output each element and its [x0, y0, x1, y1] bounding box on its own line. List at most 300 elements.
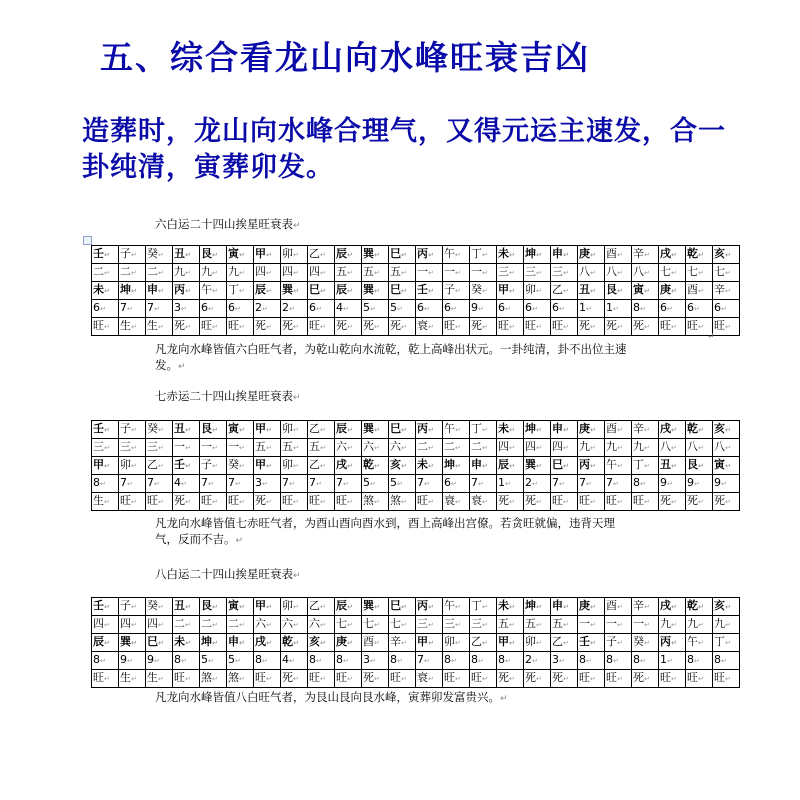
table-cell: 7↵ [119, 300, 146, 318]
cell-end-mark: ↵ [451, 480, 457, 488]
cell-end-mark: ↵ [617, 621, 623, 629]
table-cell: 生↵ [119, 670, 146, 688]
cell-end-mark: ↵ [374, 269, 380, 277]
table-cell: 一↵ [578, 616, 605, 634]
table-cell: 2↵ [524, 652, 551, 670]
table-cell: 旺↵ [713, 318, 740, 336]
cell-end-mark: ↵ [455, 639, 461, 647]
table-cell: 死↵ [497, 493, 524, 511]
table-cell: 死↵ [497, 670, 524, 688]
cell-end-mark: ↵ [239, 323, 245, 331]
table-row [92, 439, 740, 457]
cell-end-mark: ↵ [131, 287, 137, 295]
table-cell: 6↵ [308, 300, 335, 318]
cell-end-mark: ↵ [212, 639, 218, 647]
cell-end-mark: ↵ [239, 269, 245, 277]
table-cell: 丑↵ [173, 246, 200, 264]
cell-end-mark: ↵ [374, 675, 380, 683]
cell-end-mark: ↵ [347, 426, 353, 434]
table-cell: 煞↵ [200, 670, 227, 688]
cell-end-mark: ↵ [644, 323, 650, 331]
table-cell: 五↵ [551, 616, 578, 634]
table-cell: 旺↵ [578, 670, 605, 688]
cell-end-mark: ↵ [482, 462, 488, 470]
cell-end-mark: ↵ [104, 287, 110, 295]
cell-end-mark: ↵ [266, 287, 272, 295]
cell-end-mark: ↵ [428, 444, 434, 452]
table-cell: 7↵ [470, 475, 497, 493]
cell-end-mark: ↵ [532, 480, 538, 488]
cell-end-mark: ↵ [478, 305, 484, 313]
cell-end-mark: ↵ [725, 426, 731, 434]
cell-end-mark: ↵ [667, 480, 673, 488]
table-cell: 死↵ [524, 670, 551, 688]
cell-end-mark: ↵ [347, 287, 353, 295]
table-cell: 四↵ [92, 616, 119, 634]
cell-end-mark: ↵ [536, 426, 542, 434]
cell-end-mark: ↵ [374, 251, 380, 259]
table-cell: 旺↵ [92, 670, 119, 688]
table-cell: 生↵ [119, 318, 146, 336]
cell-end-mark: ↵ [698, 426, 704, 434]
table-cell: 8↵ [632, 300, 659, 318]
cell-end-mark: ↵ [428, 287, 434, 295]
table-cell: 卯↵ [524, 282, 551, 300]
table-cell: 丙↵ [578, 457, 605, 475]
table-cell: 甲↵ [497, 282, 524, 300]
table-cell: 旺↵ [227, 318, 254, 336]
cell-end-mark: ↵ [482, 269, 488, 277]
cell-end-mark: ↵ [671, 287, 677, 295]
cell-end-mark: ↵ [482, 675, 488, 683]
cell-end-mark: ↵ [725, 287, 731, 295]
table-cell: 旺↵ [254, 670, 281, 688]
table-cell: 6↵ [416, 300, 443, 318]
table-cell: 四↵ [551, 439, 578, 457]
table-cell: 子↵ [119, 421, 146, 439]
cell-end-mark: ↵ [698, 444, 704, 452]
table-cell: 戌↵ [659, 246, 686, 264]
table-cell: 六↵ [281, 616, 308, 634]
table-cell: 一↵ [605, 616, 632, 634]
table-cell: 死↵ [281, 318, 308, 336]
table-cell: 巳↵ [389, 282, 416, 300]
cell-end-mark: ↵ [644, 269, 650, 277]
cell-end-mark: ↵ [671, 675, 677, 683]
table-cell: 死↵ [362, 670, 389, 688]
cell-end-mark: ↵ [131, 603, 137, 611]
table-cell: 六↵ [308, 616, 335, 634]
table-cell: 壬↵ [92, 598, 119, 616]
table-cell: 二↵ [92, 264, 119, 282]
cell-end-mark: ↵ [536, 444, 542, 452]
cell-end-mark: ↵ [239, 251, 245, 259]
cell-end-mark: ↵ [293, 287, 299, 295]
table-row [92, 421, 740, 439]
table-cell: 旺↵ [470, 670, 497, 688]
cell-end-mark: ↵ [104, 251, 110, 259]
table-cell: 三↵ [470, 616, 497, 634]
cell-end-mark: ↵ [262, 305, 268, 313]
cell-end-mark: ↵ [185, 462, 191, 470]
cell-end-mark: ↵ [158, 639, 164, 647]
table-row [92, 300, 740, 318]
table-cell: 巽↵ [281, 282, 308, 300]
table-cell: 五↵ [308, 439, 335, 457]
table-title: 七赤运二十四山挨星旺衰表↵ [155, 389, 301, 403]
table-cell: 四↵ [497, 439, 524, 457]
table-cell: 旺↵ [713, 670, 740, 688]
cell-end-mark: ↵ [509, 462, 515, 470]
table-row [92, 670, 740, 688]
cell-end-mark: ↵ [725, 603, 731, 611]
cell-end-mark: ↵ [185, 287, 191, 295]
table-cell: 死↵ [470, 318, 497, 336]
table-cell: 癸↵ [227, 457, 254, 475]
table-cell: 丁↵ [470, 421, 497, 439]
cell-end-mark: ↵ [266, 603, 272, 611]
table-cell: 二↵ [146, 264, 173, 282]
table-move-handle-icon[interactable] [83, 236, 92, 245]
cell-end-mark: ↵ [536, 675, 542, 683]
cell-end-mark: ↵ [266, 462, 272, 470]
table-cell: 七↵ [659, 264, 686, 282]
cell-end-mark: ↵ [590, 675, 596, 683]
cell-end-mark: ↵ [212, 675, 218, 683]
table-cell: 生↵ [92, 493, 119, 511]
table-cell: 死↵ [281, 670, 308, 688]
table-cell: 九↵ [173, 264, 200, 282]
table-cell: 壬↵ [92, 421, 119, 439]
table-cell: 甲↵ [254, 598, 281, 616]
cell-end-mark: ↵ [590, 639, 596, 647]
table-cell: 8↵ [578, 652, 605, 670]
table-cell: 寅↵ [227, 421, 254, 439]
cell-end-mark: ↵ [158, 323, 164, 331]
cell-end-mark: ↵ [104, 498, 110, 506]
cell-end-mark: ↵ [698, 603, 704, 611]
table-cell: 生↵ [146, 670, 173, 688]
cell-end-mark: ↵ [401, 498, 407, 506]
cell-end-mark: ↵ [235, 480, 241, 488]
table-cell: 死↵ [335, 318, 362, 336]
cell-end-mark: ↵ [725, 444, 731, 452]
table-cell: 午↵ [200, 282, 227, 300]
cell-end-mark: ↵ [100, 657, 106, 665]
cell-end-mark: ↵ [482, 251, 488, 259]
cell-end-mark: ↵ [644, 675, 650, 683]
luck-table [91, 597, 740, 688]
cell-end-mark: ↵ [455, 621, 461, 629]
table-cell: 卯↵ [281, 246, 308, 264]
cell-end-mark: ↵ [590, 498, 596, 506]
table-cell: 旺↵ [551, 318, 578, 336]
cell-end-mark: ↵ [563, 675, 569, 683]
table-cell: 亥↵ [389, 457, 416, 475]
table-row [92, 634, 740, 652]
table-cell: 7↵ [146, 475, 173, 493]
cell-end-mark: ↵ [347, 251, 353, 259]
cell-end-mark: ↵ [617, 287, 623, 295]
table-cell: 庚↵ [578, 421, 605, 439]
cell-end-mark: ↵ [401, 251, 407, 259]
table-cell: 巳↵ [389, 598, 416, 616]
cell-end-mark: ↵ [617, 426, 623, 434]
table-cell: 申↵ [146, 282, 173, 300]
table-cell: 五↵ [389, 264, 416, 282]
table-cell: 一↵ [416, 264, 443, 282]
table-cell: 2↵ [524, 475, 551, 493]
cell-end-mark: ↵ [293, 444, 299, 452]
table-cell: 壬↵ [92, 246, 119, 264]
table-cell: 7↵ [605, 475, 632, 493]
table-cell: 辰↵ [335, 282, 362, 300]
cell-end-mark: ↵ [374, 639, 380, 647]
cell-end-mark: ↵ [563, 444, 569, 452]
cell-end-mark: ↵ [289, 480, 295, 488]
cell-end-mark: ↵ [104, 323, 110, 331]
cell-end-mark: ↵ [185, 426, 191, 434]
table-cell: 亥↵ [713, 421, 740, 439]
cell-end-mark: ↵ [536, 323, 542, 331]
cell-end-mark: ↵ [131, 462, 137, 470]
cell-end-mark: ↵ [509, 621, 515, 629]
cell-end-mark: ↵ [455, 603, 461, 611]
table-cell: 乙↵ [551, 282, 578, 300]
cell-end-mark: ↵ [239, 639, 245, 647]
table-cell: 坤↵ [443, 457, 470, 475]
table-cell: 巳↵ [389, 246, 416, 264]
cell-end-mark: ↵ [401, 621, 407, 629]
cell-end-mark: ↵ [536, 498, 542, 506]
cell-end-mark: ↵ [698, 287, 704, 295]
cell-end-mark: ↵ [374, 462, 380, 470]
table-cell: 子↵ [200, 457, 227, 475]
cell-end-mark: ↵ [347, 462, 353, 470]
cell-end-mark: ↵ [451, 657, 457, 665]
table-cell: 寅↵ [713, 457, 740, 475]
table-cell: 死↵ [254, 493, 281, 511]
cell-end-mark: ↵ [644, 498, 650, 506]
table-cell: 死↵ [173, 493, 200, 511]
cell-end-mark: ↵ [401, 287, 407, 295]
table-cell: 巳↵ [308, 282, 335, 300]
cell-end-mark: ↵ [347, 603, 353, 611]
table-cell: 辛↵ [632, 246, 659, 264]
table-cell: 庚↵ [578, 598, 605, 616]
cell-end-mark: ↵ [536, 287, 542, 295]
table-cell: 甲↵ [92, 457, 119, 475]
table-cell: 巳↵ [146, 634, 173, 652]
table-cell: 申↵ [227, 634, 254, 652]
cell-end-mark: ↵ [131, 639, 137, 647]
cell-end-mark: ↵ [401, 444, 407, 452]
cell-end-mark: ↵ [563, 287, 569, 295]
cell-end-mark: ↵ [293, 323, 299, 331]
table-cell: 7↵ [308, 475, 335, 493]
table-cell: 丁↵ [470, 598, 497, 616]
table-cell: 旺↵ [497, 318, 524, 336]
cell-end-mark: ↵ [613, 657, 619, 665]
cell-end-mark: ↵ [127, 480, 133, 488]
table-cell: 寅↵ [227, 598, 254, 616]
table-cell: 酉↵ [686, 282, 713, 300]
table-cell: 辰↵ [335, 598, 362, 616]
cell-end-mark: ↵ [401, 426, 407, 434]
table-cell: 煞↵ [227, 670, 254, 688]
cell-end-mark: ↵ [428, 603, 434, 611]
table-cell: 辰↵ [335, 421, 362, 439]
table-cell: 乾↵ [686, 421, 713, 439]
cell-end-mark: ↵ [455, 287, 461, 295]
cell-end-mark: ↵ [694, 657, 700, 665]
cell-end-mark: ↵ [374, 287, 380, 295]
table-cell: 丁↵ [227, 282, 254, 300]
table-cell: 未↵ [173, 634, 200, 652]
table-cell: 旺↵ [524, 318, 551, 336]
table-cell: 乙↵ [308, 457, 335, 475]
cell-end-mark: ↵ [509, 269, 515, 277]
cell-end-mark: ↵ [158, 269, 164, 277]
cell-end-mark: ↵ [235, 305, 241, 313]
table-cell: 丙↵ [416, 246, 443, 264]
cell-end-mark: ↵ [347, 498, 353, 506]
table-cell: 旺↵ [632, 493, 659, 511]
table-cell: 坤↵ [119, 282, 146, 300]
cell-end-mark: ↵ [316, 305, 322, 313]
cell-end-mark: ↵ [370, 480, 376, 488]
luck-table [91, 420, 740, 511]
table-cell: 8↵ [443, 652, 470, 670]
table-cell: 7↵ [146, 300, 173, 318]
cell-end-mark: ↵ [289, 657, 295, 665]
table-cell: 巽↵ [362, 421, 389, 439]
cell-end-mark: ↵ [293, 621, 299, 629]
table-cell: 酉↵ [362, 634, 389, 652]
table-cell: 生↵ [146, 318, 173, 336]
table-cell: 甲↵ [254, 246, 281, 264]
table-cell: 辛↵ [389, 634, 416, 652]
table-cell: 1↵ [578, 300, 605, 318]
cell-end-mark: ↵ [509, 323, 515, 331]
cell-end-mark: ↵ [698, 498, 704, 506]
table-cell: 申↵ [470, 457, 497, 475]
table-cell: 9↵ [686, 475, 713, 493]
cell-end-mark: ↵ [239, 426, 245, 434]
cell-end-mark: ↵ [617, 462, 623, 470]
cell-end-mark: ↵ [320, 251, 326, 259]
cell-end-mark: ↵ [239, 675, 245, 683]
table-cell: 三↵ [119, 439, 146, 457]
table-cell: 未↵ [497, 598, 524, 616]
table-cell: 午↵ [686, 634, 713, 652]
table-cell: 死↵ [578, 318, 605, 336]
cell-end-mark: ↵ [428, 323, 434, 331]
table-cell: 7↵ [335, 475, 362, 493]
table-cell: 煞↵ [389, 493, 416, 511]
table-cell: 2↵ [254, 300, 281, 318]
table-cell: 2↵ [281, 300, 308, 318]
table-cell: 3↵ [254, 475, 281, 493]
table-cell: 旺↵ [308, 318, 335, 336]
table-cell: 1↵ [605, 300, 632, 318]
table-cell: 甲↵ [254, 457, 281, 475]
table-cell: 辰↵ [254, 282, 281, 300]
table-cell: 庚↵ [659, 282, 686, 300]
cell-end-mark: ↵ [698, 251, 704, 259]
cell-end-mark: ↵ [401, 603, 407, 611]
page-title: 五、综合看龙山向水峰旺衰吉凶 [100, 38, 590, 77]
table-cell: 八↵ [632, 264, 659, 282]
cell-end-mark: ↵ [563, 621, 569, 629]
cell-end-mark: ↵ [509, 287, 515, 295]
cell-end-mark: ↵ [590, 323, 596, 331]
cell-end-mark: ↵ [617, 323, 623, 331]
cell-end-mark: ↵ [185, 269, 191, 277]
table-title: 六白运二十四山挨星旺衰表↵ [155, 217, 301, 231]
table-cell: 8↵ [632, 475, 659, 493]
table-title: 八白运二十四山挨星旺衰表↵ [155, 567, 301, 581]
cell-end-mark: ↵ [536, 251, 542, 259]
cell-end-mark: ↵ [617, 675, 623, 683]
table-cell: 丙↵ [416, 598, 443, 616]
cell-end-mark: ↵ [212, 251, 218, 259]
cell-end-mark: ↵ [640, 480, 646, 488]
table-cell: 9↵ [119, 652, 146, 670]
cell-end-mark: ↵ [536, 621, 542, 629]
table-cell: 戌↵ [254, 634, 281, 652]
cell-end-mark: ↵ [158, 675, 164, 683]
cell-end-mark: ↵ [536, 269, 542, 277]
cell-end-mark: ↵ [316, 657, 322, 665]
cell-end-mark: ↵ [181, 305, 187, 313]
cell-end-mark: ↵ [266, 323, 272, 331]
cell-end-mark: ↵ [671, 323, 677, 331]
cell-end-mark: ↵ [451, 305, 457, 313]
cell-end-mark: ↵ [374, 498, 380, 506]
cell-end-mark: ↵ [671, 603, 677, 611]
table-cell: 九↵ [578, 439, 605, 457]
table-row [92, 652, 740, 670]
cell-end-mark: ↵ [536, 639, 542, 647]
cell-end-mark: ↵ [131, 675, 137, 683]
cell-end-mark: ↵ [347, 639, 353, 647]
cell-end-mark: ↵ [212, 621, 218, 629]
cell-end-mark: ↵ [590, 462, 596, 470]
table-cell: 巽↵ [119, 634, 146, 652]
cell-end-mark: ↵ [698, 323, 704, 331]
table-cell: 衰↵ [443, 493, 470, 511]
cell-end-mark: ↵ [455, 498, 461, 506]
table-cell: 丁↵ [713, 634, 740, 652]
table-cell: 辛↵ [632, 421, 659, 439]
table-cell: 旺↵ [92, 318, 119, 336]
table-cell: 旺↵ [551, 493, 578, 511]
table-note: 凡龙向水峰皆值六白旺气者，为乾山乾向水流乾，乾上高峰出状元。一卦纯清，卦不出位主速发。↵ [155, 342, 627, 372]
table-cell: 8↵ [686, 652, 713, 670]
table-row [92, 282, 740, 300]
table-cell: 癸↵ [146, 421, 173, 439]
table-cell: 乾↵ [281, 634, 308, 652]
table-row [92, 616, 740, 634]
table-cell: 乙↵ [308, 421, 335, 439]
cell-end-mark: ↵ [158, 498, 164, 506]
cell-end-mark: ↵ [401, 675, 407, 683]
cell-end-mark: ↵ [154, 305, 160, 313]
cell-end-mark: ↵ [482, 498, 488, 506]
cell-end-mark: ↵ [239, 287, 245, 295]
cell-end-mark: ↵ [289, 305, 295, 313]
